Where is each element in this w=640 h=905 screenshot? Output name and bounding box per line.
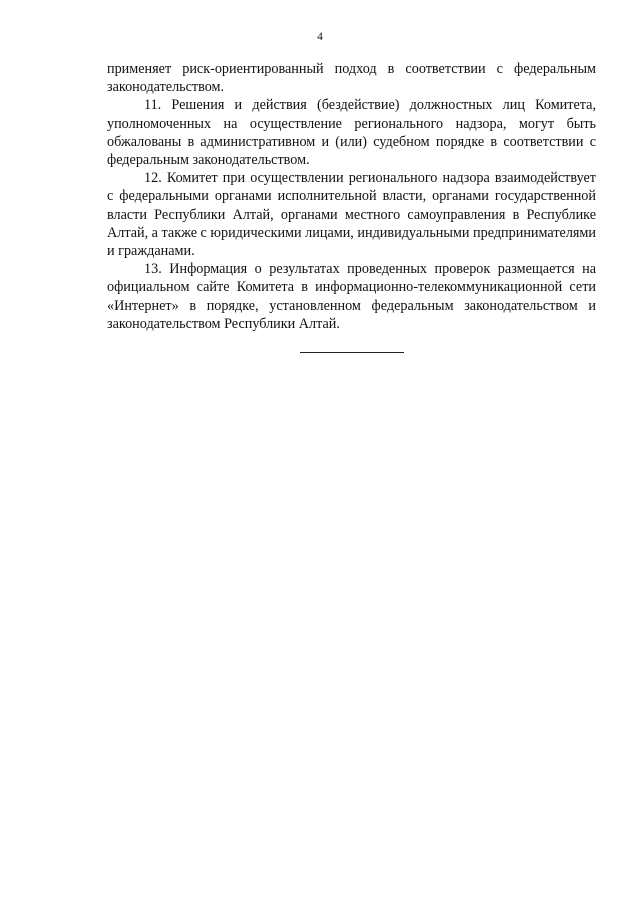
paragraph-11: 11. Решения и действия (бездействие) должностных лиц Комитета, уполномоченных на осуществление регионального надзора, могут быть обжалованы в административном и (или) судебном порядке в соответствии с федеральным законодательством. bbox=[107, 97, 596, 169]
paragraph-12: 12. Комитет при осуществлении регионального надзора взаимодействует с федеральными органами исполнительной власти, органами государственной власти Республики Алтай, органами местного самоуправления в Республике Алтай, а также с юридическими лицами, индивидуальными предпринимателями и гражданами. bbox=[107, 170, 596, 260]
paragraph-10-continuation: применяет риск-ориентированный подход в соответствии с федеральным законодательством. bbox=[107, 61, 596, 96]
paragraph-13: 13. Информация о результатах проведенных проверок размещается на официальном сайте Комитета в информационно-телекоммуникационной сети «Интернет» в порядке, установленном федеральным законодательством и законодательством Республики Алтай. bbox=[107, 261, 596, 332]
page-number: 4 bbox=[317, 31, 323, 43]
closing-rule bbox=[300, 352, 404, 353]
document-body bbox=[107, 60, 596, 333]
